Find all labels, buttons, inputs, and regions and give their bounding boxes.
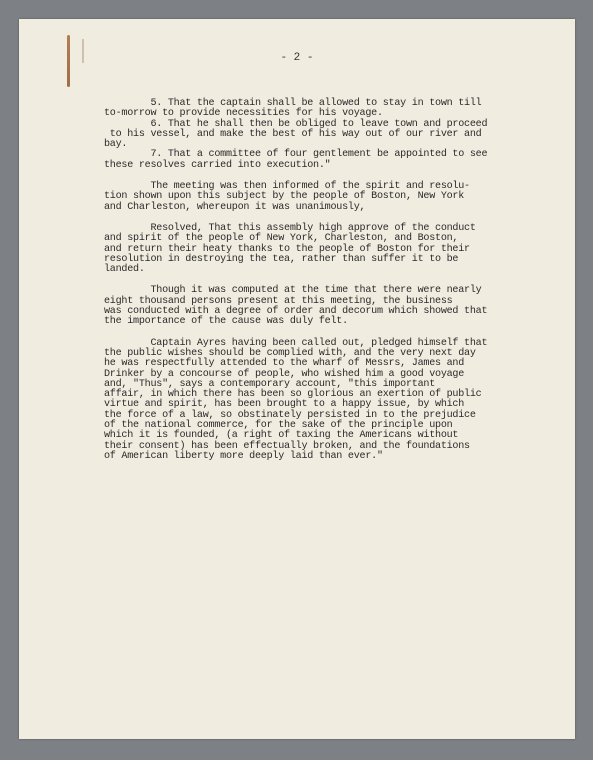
text-line: these resolves carried into execution." (104, 159, 331, 171)
text-line: virtue and spirit, has been brought to a happy issue, by which (104, 399, 465, 411)
text-line: tion shown upon this subject by the people of Boston, New York (104, 191, 465, 203)
text-line: Drinker by a concourse of people, who wished him a good voyage (104, 368, 465, 380)
paragraph-captain-ayres (104, 339, 544, 463)
text-line: Resolved, That this assembly high approve of the conduct (104, 222, 476, 234)
text-line: of American liberty more deeply laid than ever." (104, 450, 383, 462)
text-line: he was respectfully attended to the wharf of Messrs, James and (104, 358, 465, 370)
page-number: - 2 - (280, 52, 314, 64)
text-line: bay. (104, 139, 128, 151)
text-line: which it is founded, (a right of taxing the Americans without (104, 430, 459, 442)
paragraph-resolve-5 (104, 99, 544, 120)
text-line: resolution in destroying the tea, rather than suffer it to be (104, 253, 459, 265)
paragraph-resolve-7 (104, 150, 544, 171)
text-line: to his vessel, and make the best of his way out of our river and (104, 128, 482, 140)
text-line: and, "Thus", says a contemporary account, "this important (104, 378, 436, 390)
text-line: 6. That he shall then be obliged to leave town and proceed (104, 118, 488, 130)
paragraph-resolved (104, 224, 544, 275)
document-body (104, 99, 544, 462)
paragraph-resolve-6 (104, 120, 544, 151)
text-line: and Charleston, whereupon it was unanimously, (104, 201, 366, 213)
text-line: The meeting was then informed of the spirit and resolu- (104, 181, 470, 193)
text-line: the importance of the cause was duly felt. (104, 316, 348, 328)
text-line: 7. That a committee of four gentlement be appointed to see (104, 149, 488, 161)
text-line: Captain Ayres having been called out, pledged himself that (104, 337, 488, 349)
text-line: eight thousand persons present at this meeting, the business (104, 295, 453, 307)
text-line: landed. (104, 264, 145, 276)
text-line: their consent) has been effectually broken, and the foundations (104, 440, 470, 452)
paragraph-attendance (104, 286, 544, 327)
text-line: the public wishes should be complied with, and the very next day (104, 347, 476, 359)
text-line: Though it was computed at the time that there were nearly (104, 285, 482, 297)
paragraph-meeting-informed (104, 182, 544, 213)
text-line: the force of a law, so obstinately persisted in to the prejudice (104, 409, 476, 421)
text-line: and return their heaty thanks to the people of Boston for their (104, 243, 470, 255)
text-line: to-morrow to provide necessities for his voyage. (104, 108, 383, 120)
text-line: 5. That the captain shall be allowed to stay in town till (104, 98, 482, 109)
text-line: was conducted with a degree of order and decorum which showed that (104, 306, 488, 318)
text-line: and spirit of the people of New York, Charleston, and Boston, (104, 233, 459, 245)
document-page (19, 19, 575, 739)
text-line: of the national commerce, for the sake of the principle upon (104, 420, 453, 432)
text-line: affair, in which there has been so glorious an exertion of public (104, 389, 482, 401)
